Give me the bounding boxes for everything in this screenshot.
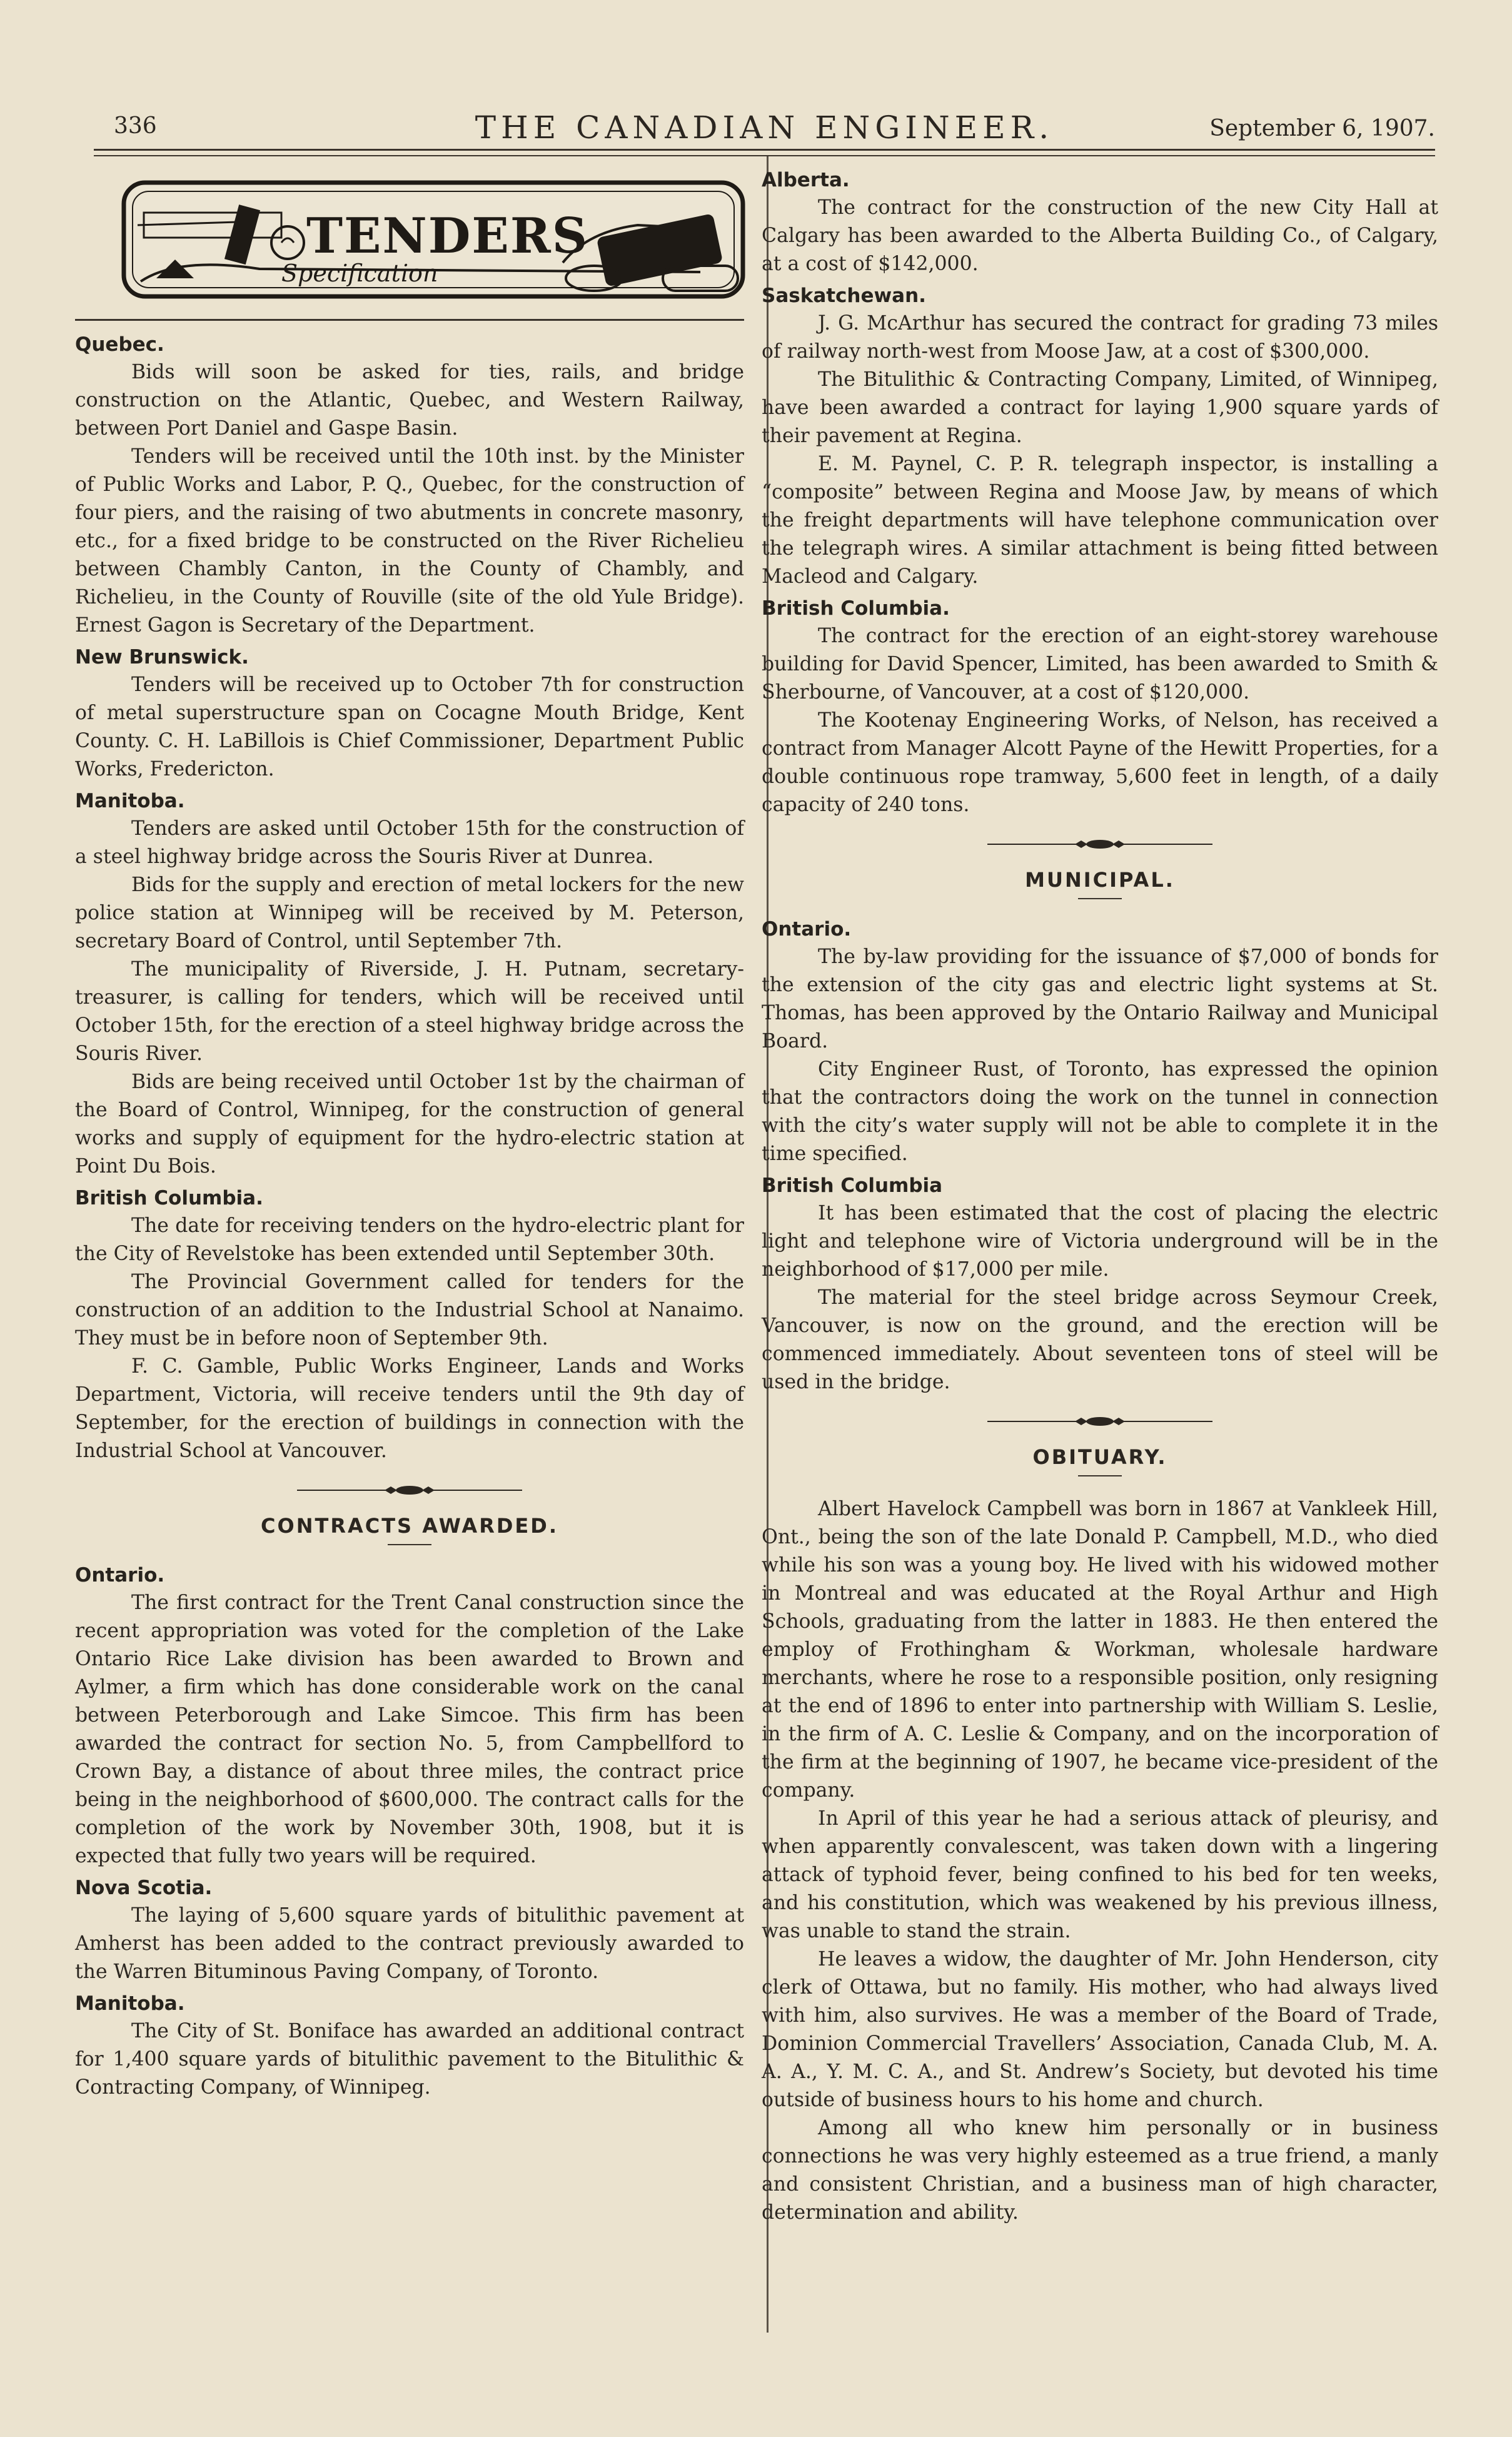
tenders-banner <box>75 169 744 311</box>
paragraph: Tenders are asked until October 15th for the construction of a steel highway bridge across the Souris River at Dunrea. <box>75 817 744 868</box>
heading-alberta: Alberta. <box>762 169 850 191</box>
paragraph: Bids will soon be asked for ties, rails, and bridge construction on the Atlantic, Quebec, and Western Railway, between Port Daniel and Gaspe Basin. <box>75 361 744 440</box>
paragraph: The first contract for the Trent Canal construction since the recent appropriation was voted for the completion of the Lake Ontario Rice Lake division has been awarded to Brown and Aylmer, a firm which has done considerable work on the canal between Peterborough and Lake Simcoe. This firm has been awarded the contract for section No. 5, from Campbellford to Crown Bay, a distance of about three miles, the contract price being in the neighborhood of $600,000. The contract calls for the completion of the work by November 30th, 1908, but it is expected that fully two years will be required. <box>75 1592 744 1867</box>
ornament-icon <box>297 1484 522 1496</box>
tenders-banner-subtitle: Specification <box>281 260 438 287</box>
heading-ontario: Ontario. <box>75 1564 165 1587</box>
section-ontario-municipal <box>762 918 1438 1168</box>
paragraph: The contract for the construction of the new City Hall at Calgary has been awarded to the Alberta Building Co., of Calgary, at a cost of $142,000. <box>762 196 1438 275</box>
paragraph: The City of St. Boniface has awarded an additional contract for 1,400 square yards of bitulithic pavement to the Bitulithic & Contracting Company, of Winnipeg. <box>75 2020 744 2099</box>
heading-manitoba-contracts: Manitoba. <box>75 1992 185 2015</box>
ornament-divider <box>762 1415 1438 1430</box>
page-number: 336 <box>114 113 157 139</box>
paragraph: The Bitulithic & Contracting Company, Limited, of Winnipeg, have been awarded a contract for laying 1,900 square yards of their pavement at Regina. <box>762 368 1438 447</box>
heading-municipal: MUNICIPAL. <box>1025 868 1175 892</box>
section-british-columbia-contracts <box>762 597 1438 819</box>
section-quebec <box>75 333 744 640</box>
paragraph: J. G. McArthur has secured the contract for grading 73 miles of railway north-west from Moose Jaw, at a cost of $300,000. <box>762 312 1438 363</box>
heading-quebec: Quebec. <box>75 333 164 356</box>
paragraph: The Kootenay Engineering Works, of Nelson, has received a contract from Manager Alcott Payne of the Hewitt Properties, for a double continuous rope tramway, 5,600 feet in length, of a daily capacity of 240 tons. <box>762 709 1438 816</box>
heading-british-columbia: British Columbia. <box>75 1187 263 1209</box>
section-british-columbia <box>75 1187 744 1465</box>
short-rule <box>388 1544 431 1545</box>
paragraph: The Provincial Government called for tenders for the construction of an addition to the Industrial School at Nanaimo. They must be in before noon of September 9th. <box>75 1271 744 1350</box>
header-rule-top <box>94 149 1435 151</box>
paragraph: The contract for the erection of an eight-storey warehouse building for David Spencer, Limited, has been awarded to Smith & Sherbourne, of Vancouver, at a cost of $120,000. <box>762 625 1438 704</box>
ornament-icon <box>987 838 1212 850</box>
ornament-divider <box>762 838 1438 853</box>
issue-date: September 6, 1907. <box>1209 116 1435 141</box>
paragraph: The material for the steel bridge across Seymour Creek, Vancouver, is now on the ground, and the erection will be commenced immediately. About seventeen tons of steel will be used in the bridge. <box>762 1286 1438 1393</box>
page-header <box>94 109 1435 153</box>
paragraph: Albert Havelock Campbell was born in 1867 at Vankleek Hill, Ont., being the son of the late Donald P. Campbell, M.D., who died while his son was a young boy. He lived with his widowed mother in Montreal and was educated at the Royal Arthur and High Schools, graduating from the latter in 1883. He then entered the employ of Frothingham & Workman, wholesale hardware merchants, where he rose to a responsible position, only resigning at the end of 1896 to enter into partnership with William S. Leslie, in the firm of A. C. Leslie & Company, and on the incorporation of the firm at the beginning of 1907, he became vice-president of the company. <box>762 1498 1438 1802</box>
heading-manitoba: Manitoba. <box>75 790 185 812</box>
paragraph: E. M. Paynel, C. P. R. telegraph inspector, is installing a “composite” between Regina and Moose Jaw, by means of which the freight departments will have telephone communication over the telegraph wires. A similar attachment is being fitted between Macleod and Calgary. <box>762 453 1438 588</box>
short-rule <box>1078 1475 1122 1476</box>
section-saskatchewan <box>762 285 1438 591</box>
paragraph: The date for receiving tenders on the hydro-electric plant for the City of Revelstoke has been extended until September 30th. <box>75 1214 744 1265</box>
tenders-banner-title: TENDERS <box>306 208 589 265</box>
paragraph: Among all who knew him personally or in business connections he was very highly esteemed as a true friend, a manly and consistent Christian, and a business man of high character, determination and ability. <box>762 2117 1438 2224</box>
paragraph: The by-law providing for the issuance of $7,000 of bonds for the extension of the city gas and electric light systems at St. Thomas, has been approved by the Ontario Railway and Municipal Board. <box>762 946 1438 1052</box>
heading-british-columbia-contracts: British Columbia. <box>762 597 950 620</box>
heading-ontario-municipal: Ontario. <box>762 918 852 941</box>
banner-rule <box>75 319 744 321</box>
paragraph: In April of this year he had a serious attack of pleurisy, and when apparently convalescent, was taken down with a lingering attack of typhoid fever, being confined to his bed for ten weeks, and his constitution, which was weakened by his previous illness, was unable to stand the strain. <box>762 1807 1438 1942</box>
paragraph: F. C. Gamble, Public Works Engineer, Lands and Works Department, Victoria, will receive tenders until the 9th day of September, for the erection of buildings in connection with the Industrial School at Vancouver. <box>75 1355 744 1462</box>
paragraph: The laying of 5,600 square yards of bitulithic pavement at Amherst has been added to the contract previously awarded to the Warren Bituminous Paving Company, of Toronto. <box>75 1904 744 1983</box>
heading-saskatchewan: Saskatchewan. <box>762 285 926 307</box>
section-alberta <box>762 169 1438 278</box>
paragraph: Bids for the supply and erection of metal lockers for the new police station at Winnipeg will be received by M. Peterson, secretary Board of Control, until September 7th. <box>75 874 744 952</box>
section-obituary <box>762 1495 1438 2227</box>
heading-contracts-awarded: CONTRACTS AWARDED. <box>261 1514 558 1538</box>
heading-obituary: OBITUARY. <box>1032 1445 1167 1469</box>
heading-british-columbia-municipal: British Columbia <box>762 1174 943 1197</box>
ornament-icon <box>987 1415 1212 1428</box>
short-rule <box>1078 898 1122 899</box>
section-nova-scotia <box>75 1877 744 1986</box>
header-rule-bottom <box>94 155 1435 156</box>
section-british-columbia-municipal <box>762 1174 1438 1396</box>
paragraph: Bids are being received until October 1st by the chairman of the Board of Control, Winnipeg, for the construction of general works and supply of equipment for the hydro-electric station at Point Du Bois. <box>75 1071 744 1178</box>
paragraph: City Engineer Rust, of Toronto, has expressed the opinion that the contractors doing the work on the tunnel in connection with the city’s water supply will not be able to complete it in the time specified. <box>762 1058 1438 1165</box>
journal-title: THE CANADIAN ENGINEER. <box>475 109 1054 146</box>
paragraph: Tenders will be received until the 10th inst. by the Minister of Public Works and Labor, P. Q., Quebec, for the construction of four piers, and the raising of two abutments in concrete masonry, etc., for a fixed bridge to be constructed on the River Richelieu between Chambly Canton, in the County of Chambly, and Richelieu, in the County of Rouville (site of the old Yule Bridge). Ernest Gagon is Secretary of the Department. <box>75 445 744 637</box>
right-column <box>762 169 1438 2227</box>
section-manitoba-contracts <box>75 1992 744 2102</box>
ornament-divider <box>75 1484 744 1499</box>
paragraph: It has been estimated that the cost of placing the electric light and telephone wire of Victoria underground will be in the neighborhood of $17,000 per mile. <box>762 1202 1438 1281</box>
heading-nova-scotia: Nova Scotia. <box>75 1877 213 1899</box>
section-manitoba <box>75 790 744 1181</box>
section-ontario <box>75 1564 744 1870</box>
heading-new-brunswick: New Brunswick. <box>75 646 249 669</box>
left-column <box>75 169 744 2102</box>
paragraph: The municipality of Riverside, J. H. Putnam, secretary-treasurer, is calling for tenders, which will be received until October 15th, for the erection of a steel highway bridge across the Souris River. <box>75 958 744 1065</box>
section-new-brunswick <box>75 646 744 784</box>
paragraph: He leaves a widow, the daughter of Mr. John Henderson, city clerk of Ottawa, but no family. His mother, who had always lived with him, also survives. He was a member of the Board of Trade, Dominion Commercial Travellers’ Association, Canada Club, M. A. A. A., Y. M. C. A., and St. Andrew’s Society, but devoted his time outside of business hours to his home and church. <box>762 1948 1438 2111</box>
paragraph: Tenders will be received up to October 7th for construction of metal superstructure span on Cocagne Mouth Bridge, Kent County. C. H. LaBillois is Chief Commissioner, Department Public Works, Fredericton. <box>75 674 744 780</box>
